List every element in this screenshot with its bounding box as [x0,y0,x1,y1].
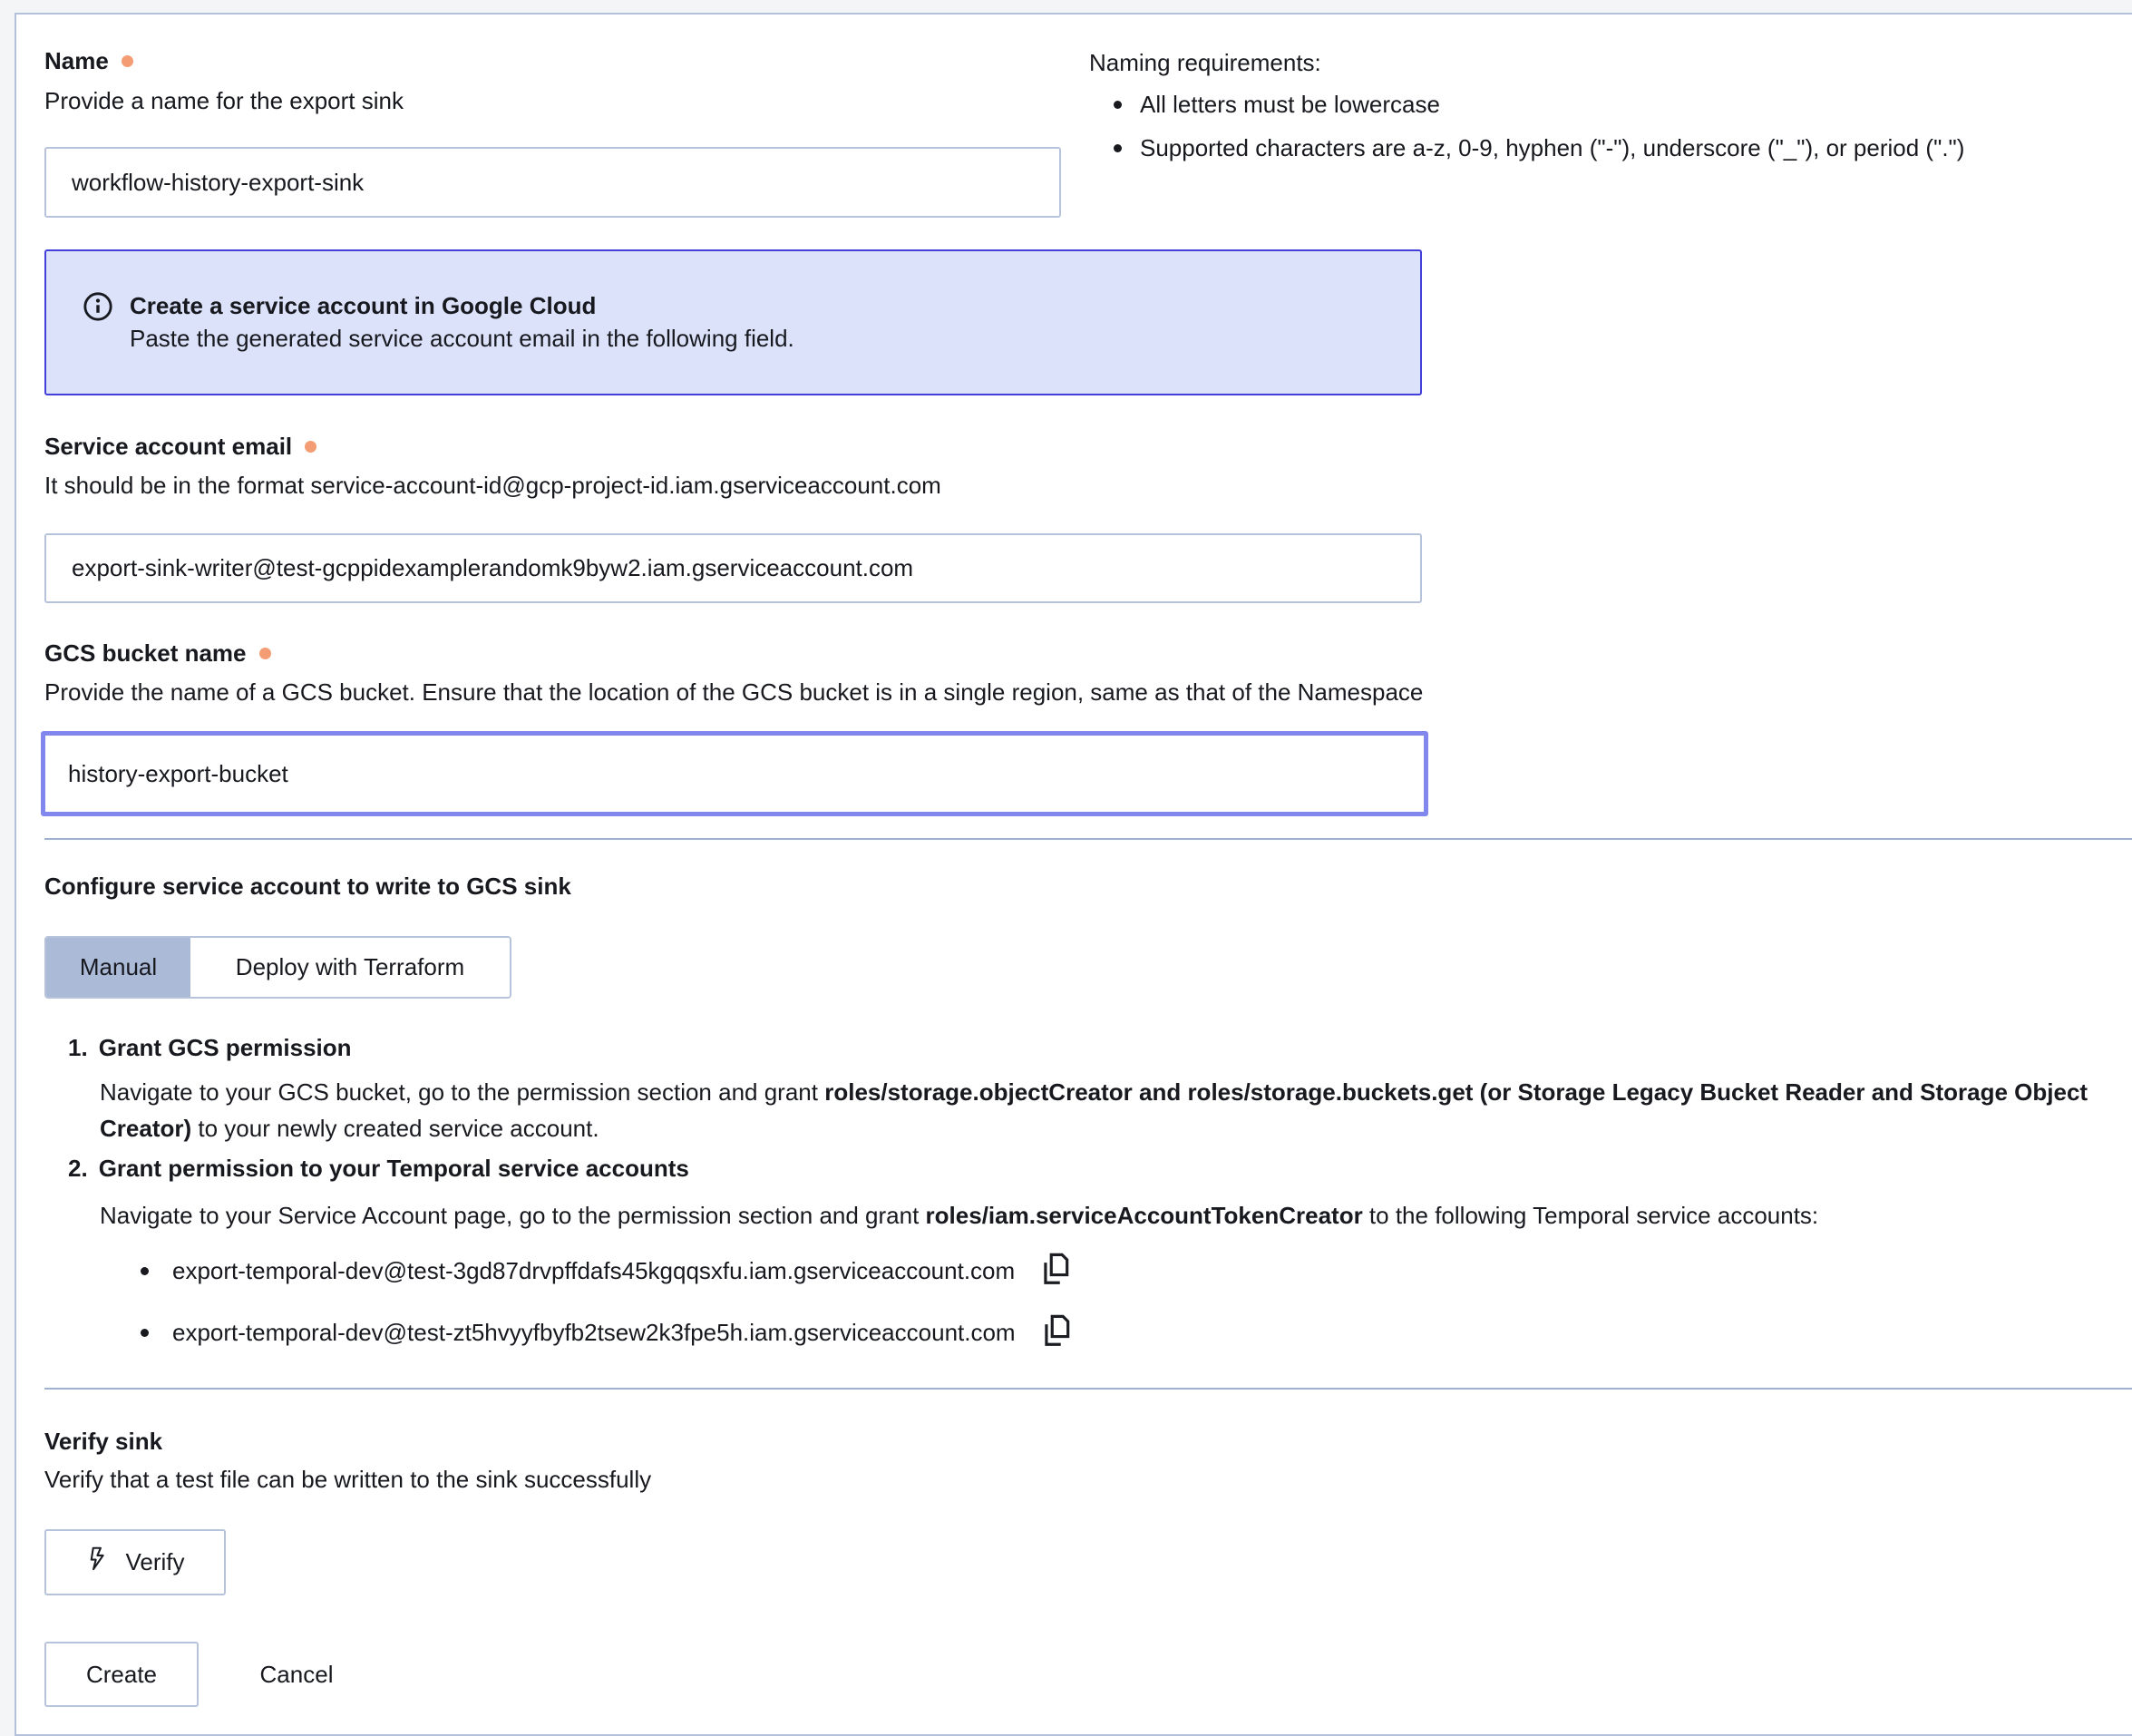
step-body-bold: roles/iam.serviceAccountTokenCreator [925,1202,1363,1229]
step-title [68,1031,352,1064]
bullet-icon [141,1267,149,1275]
step-body-text: Navigate to your Service Account page, go to the permission section and grant [100,1202,926,1229]
temporal-account-email: export-temporal-dev@test-zt5hvyyfbyfb2tsew2k3fpe5h.iam.gserviceaccount.com [172,1319,1016,1346]
bullet-icon [1114,101,1122,109]
required-dot-icon [122,55,133,67]
info-banner [44,249,1422,395]
bullet-icon [141,1329,149,1337]
step-title-text: Grant GCS permission [98,1034,352,1061]
step-body-text: to your newly created service account. [191,1115,599,1142]
tab-manual[interactable]: Manual [46,938,190,997]
gcs-bucket-help: Provide the name of a GCS bucket. Ensure that the location of the GCS bucket is in a single region, same as that of the Namespace [44,678,1424,706]
name-input[interactable] [44,147,1061,218]
section-divider [44,838,2132,840]
step-title-text: Grant permission to your Temporal service accounts [98,1155,689,1182]
cancel-button[interactable]: Cancel [229,1642,365,1707]
required-dot-icon [305,441,316,453]
gcs-bucket-label [44,638,271,668]
service-account-help: It should be in the format service-account-id@gcp-project-id.iam.gserviceaccount.com [44,472,941,499]
gcs-bucket-input[interactable] [41,731,1428,816]
info-icon [83,291,113,355]
configure-tab-group [44,936,511,999]
step-title [68,1152,689,1185]
step-body-bold: roles/storage.objectCreator and roles/storage.buckets.get (or Storage Legacy Bucket Reader and Storage Object Creator) [100,1078,2088,1142]
step-body-text: Navigate to your GCS bucket, go to the permission section and grant [100,1078,825,1106]
step-body [100,1074,2095,1146]
temporal-account-email: export-temporal-dev@test-3gd87drvpffdafs45kgqqsxfu.iam.gserviceaccount.com [172,1257,1016,1284]
bolt-icon [85,1545,111,1580]
naming-requirement-text: All letters must be lowercase [1140,91,1440,118]
copy-icon [1038,1252,1073,1291]
copy-button[interactable] [1038,1252,1073,1291]
naming-requirements-title: Naming requirements: [1089,49,1321,76]
verify-button[interactable] [44,1529,226,1595]
temporal-account-item [141,1252,1073,1291]
service-account-label-text: Service account email [44,433,293,460]
tab-deploy-terraform[interactable]: Deploy with Terraform [190,938,510,997]
naming-requirement-text: Supported characters are a-z, 0-9, hyphen ("-"), underscore ("_"), or period (".") [1140,134,1965,161]
step-body-text: to the following Temporal service accounts: [1362,1202,1819,1229]
required-dot-icon [259,648,271,659]
step-body [100,1197,2095,1234]
create-button[interactable]: Create [44,1642,199,1707]
copy-button[interactable] [1039,1313,1074,1352]
naming-requirement-item [1114,89,1440,120]
temporal-account-item [141,1313,1074,1352]
naming-requirement-item [1114,132,1964,163]
info-banner-body: Paste the generated service account email in the following field. [130,325,794,352]
step-number: 2. [68,1155,88,1182]
name-help: Provide a name for the export sink [44,87,404,114]
configure-heading: Configure service account to write to GCS sink [44,873,571,900]
gcs-bucket-label-text: GCS bucket name [44,639,247,667]
copy-icon [1039,1313,1074,1352]
service-account-input[interactable] [44,533,1422,603]
section-divider [44,1388,2132,1390]
verify-sink-title: Verify sink [44,1428,163,1455]
verify-sink-help: Verify that a test file can be written to the sink successfully [44,1466,652,1493]
service-account-label [44,431,316,462]
verify-button-label: Verify [125,1548,185,1575]
info-banner-title: Create a service account in Google Cloud [130,292,597,319]
name-label [44,45,133,76]
bullet-icon [1114,144,1122,152]
name-label-text: Name [44,47,109,74]
step-number: 1. [68,1034,88,1061]
